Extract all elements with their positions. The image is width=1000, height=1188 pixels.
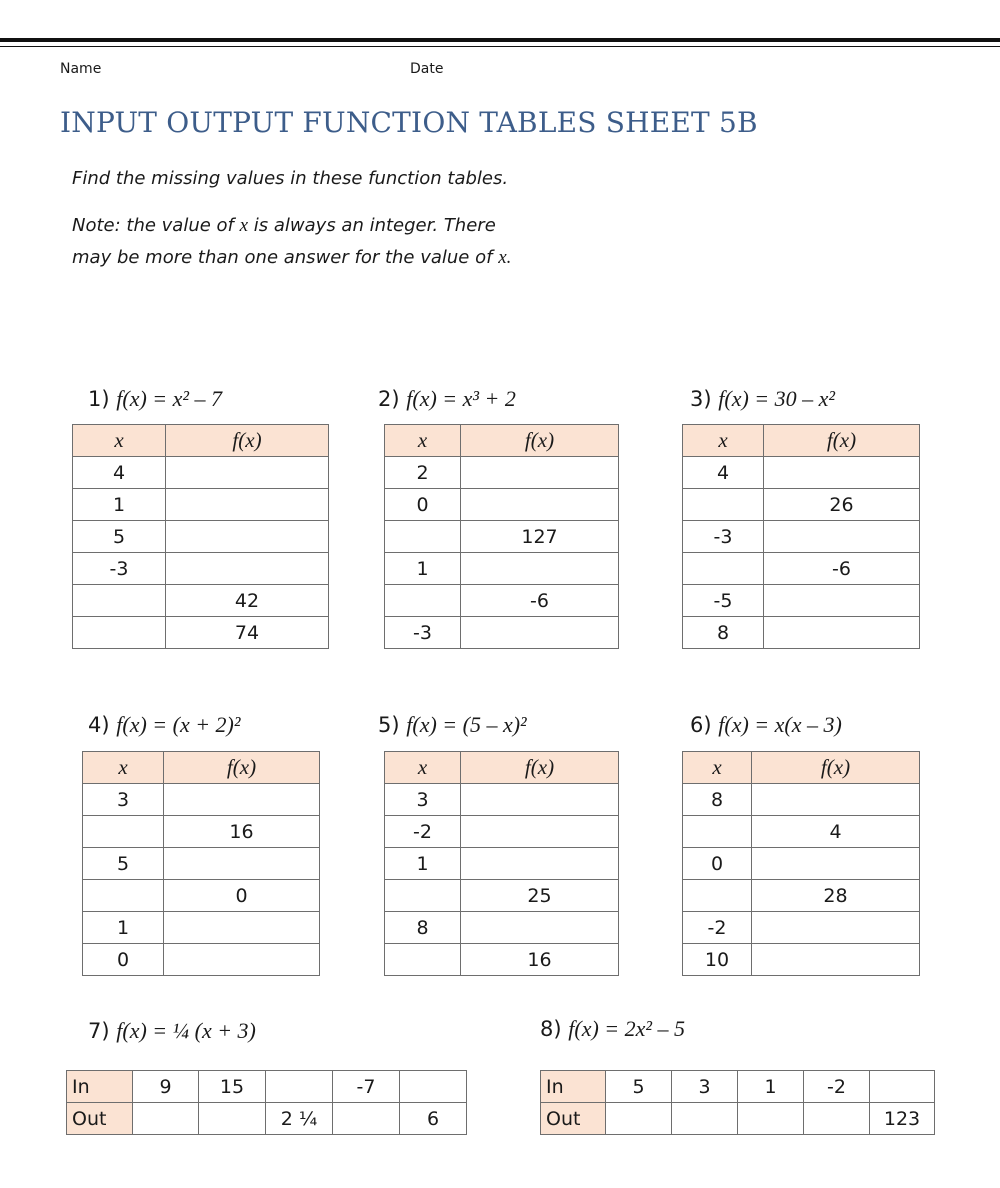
cell-fx[interactable] (461, 553, 619, 585)
cell-fx[interactable] (164, 848, 320, 880)
cell-x[interactable] (683, 816, 752, 848)
cell-x[interactable] (385, 944, 461, 976)
function-table-6 (682, 751, 920, 976)
out-cell[interactable] (606, 1103, 672, 1135)
header-x: x (683, 425, 764, 457)
cell-x[interactable] (385, 521, 461, 553)
note-variable: x (239, 215, 249, 236)
in-out-table-8 (540, 1070, 935, 1135)
cell-x[interactable] (385, 585, 461, 617)
problem-6-label (690, 712, 842, 738)
out-cell[interactable]: 2 ¼ (266, 1103, 333, 1135)
in-cell[interactable]: 3 (672, 1071, 738, 1103)
header-x: x (385, 752, 461, 784)
out-cell[interactable]: 123 (870, 1103, 935, 1135)
cell-x[interactable]: 8 (683, 617, 764, 649)
in-label: In (67, 1071, 133, 1103)
date-label: Date (410, 61, 444, 77)
header-fx: f(x) (461, 425, 619, 457)
cell-fx[interactable]: 28 (752, 880, 920, 912)
cell-x[interactable]: 0 (83, 944, 164, 976)
out-cell[interactable] (804, 1103, 870, 1135)
cell-x[interactable] (73, 585, 166, 617)
cell-fx[interactable]: 16 (461, 944, 619, 976)
cell-x[interactable]: 3 (83, 784, 164, 816)
cell-fx[interactable]: 127 (461, 521, 619, 553)
top-rule-thick (0, 38, 1000, 42)
in-out-table-7 (66, 1070, 467, 1135)
in-cell[interactable] (870, 1071, 935, 1103)
problem-number: 3) (690, 387, 712, 411)
in-cell[interactable]: 5 (606, 1071, 672, 1103)
cell-fx[interactable]: -6 (461, 585, 619, 617)
function-table-3 (682, 424, 920, 649)
function-expression: f(x) = x² – 7 (116, 386, 222, 411)
problem-number: 8) (540, 1017, 562, 1041)
cell-fx[interactable]: 16 (164, 816, 320, 848)
function-table-1 (72, 424, 329, 649)
in-cell[interactable]: 9 (133, 1071, 199, 1103)
out-cell[interactable] (133, 1103, 199, 1135)
cell-x[interactable]: 8 (385, 912, 461, 944)
cell-x[interactable]: -2 (385, 816, 461, 848)
cell-fx[interactable] (752, 784, 920, 816)
out-label: Out (67, 1103, 133, 1135)
cell-fx[interactable] (166, 457, 329, 489)
out-cell[interactable] (672, 1103, 738, 1135)
cell-fx[interactable]: -6 (764, 553, 920, 585)
problem-8-label (540, 1016, 685, 1042)
problem-number: 5) (378, 713, 400, 737)
out-cell[interactable]: 6 (400, 1103, 467, 1135)
cell-fx[interactable]: 42 (166, 585, 329, 617)
note-variable: x. (498, 247, 512, 268)
header-fx: f(x) (764, 425, 920, 457)
cell-x[interactable]: 8 (683, 784, 752, 816)
cell-x[interactable]: -3 (683, 521, 764, 553)
cell-fx[interactable] (764, 585, 920, 617)
top-rule-thin (0, 46, 1000, 47)
cell-fx[interactable]: 26 (764, 489, 920, 521)
header-fx: f(x) (461, 752, 619, 784)
cell-fx[interactable] (166, 553, 329, 585)
problem-3-label (690, 386, 835, 412)
function-expression: f(x) = 2x² – 5 (568, 1016, 685, 1041)
cell-fx[interactable] (164, 912, 320, 944)
problem-5-label (378, 712, 527, 738)
cell-x[interactable]: 5 (83, 848, 164, 880)
cell-x[interactable]: -5 (683, 585, 764, 617)
problem-7-label (88, 1018, 256, 1044)
problem-number: 6) (690, 713, 712, 737)
cell-x[interactable]: 1 (73, 489, 166, 521)
cell-fx[interactable]: 25 (461, 880, 619, 912)
note-text: may be more than one answer for the value of (72, 247, 499, 268)
problem-number: 4) (88, 713, 110, 737)
out-cell[interactable] (333, 1103, 400, 1135)
header-fx: f(x) (752, 752, 920, 784)
in-cell[interactable]: 15 (199, 1071, 266, 1103)
cell-fx[interactable] (764, 521, 920, 553)
function-table-4 (82, 751, 320, 976)
out-cell[interactable] (738, 1103, 804, 1135)
note-line-2 (72, 247, 511, 269)
cell-fx[interactable] (166, 521, 329, 553)
cell-x[interactable]: 10 (683, 944, 752, 976)
function-table-5 (384, 751, 619, 976)
function-expression: f(x) = (5 – x)² (406, 712, 527, 737)
problem-number: 2) (378, 387, 400, 411)
in-cell[interactable] (400, 1071, 467, 1103)
cell-fx[interactable] (461, 816, 619, 848)
cell-x[interactable] (683, 880, 752, 912)
cell-fx[interactable] (461, 784, 619, 816)
in-cell[interactable]: -7 (333, 1071, 400, 1103)
problem-1-label (88, 386, 222, 412)
function-table-2 (384, 424, 619, 649)
in-cell[interactable]: 1 (738, 1071, 804, 1103)
note-text: is always an integer. There (248, 215, 496, 236)
in-cell[interactable] (266, 1071, 333, 1103)
note-text: Note: the value of (72, 215, 240, 236)
function-expression: f(x) = (x + 2)² (116, 712, 241, 737)
cell-x[interactable] (83, 880, 164, 912)
name-label: Name (60, 61, 102, 77)
cell-fx[interactable] (461, 457, 619, 489)
header-fx: f(x) (166, 425, 329, 457)
cell-x[interactable] (83, 816, 164, 848)
cell-x[interactable]: -3 (385, 617, 461, 649)
cell-x[interactable]: -2 (683, 912, 752, 944)
cell-fx[interactable]: 74 (166, 617, 329, 649)
cell-x[interactable]: -3 (73, 553, 166, 585)
function-expression: f(x) = x³ + 2 (406, 386, 516, 411)
cell-x[interactable]: 3 (385, 784, 461, 816)
cell-fx[interactable]: 0 (164, 880, 320, 912)
cell-fx[interactable] (752, 944, 920, 976)
header-fx: f(x) (164, 752, 320, 784)
cell-x[interactable] (73, 617, 166, 649)
cell-fx[interactable] (164, 784, 320, 816)
in-cell[interactable]: -2 (804, 1071, 870, 1103)
problem-2-label (378, 386, 516, 412)
header-x: x (683, 752, 752, 784)
function-expression: f(x) = 30 – x² (718, 386, 835, 411)
cell-fx[interactable] (764, 457, 920, 489)
problem-number: 7) (88, 1019, 110, 1043)
in-label: In (541, 1071, 606, 1103)
problem-4-label (88, 712, 240, 738)
cell-x[interactable]: 0 (385, 489, 461, 521)
cell-fx[interactable] (764, 617, 920, 649)
cell-fx[interactable] (461, 848, 619, 880)
cell-fx[interactable] (461, 912, 619, 944)
cell-fx[interactable]: 4 (752, 816, 920, 848)
cell-x[interactable]: 1 (83, 912, 164, 944)
cell-fx[interactable] (164, 944, 320, 976)
cell-x[interactable]: 1 (385, 848, 461, 880)
cell-fx[interactable] (461, 489, 619, 521)
function-expression: f(x) = x(x – 3) (718, 712, 842, 737)
header-x: x (83, 752, 164, 784)
worksheet-title: INPUT OUTPUT FUNCTION TABLES SHEET 5B (60, 106, 758, 139)
cell-fx[interactable] (166, 489, 329, 521)
function-expression: f(x) = ¼ (x + 3) (116, 1018, 256, 1043)
cell-fx[interactable] (752, 912, 920, 944)
instruction-line: Find the missing values in these function tables. (72, 168, 509, 189)
header-x: x (73, 425, 166, 457)
note-line-1 (72, 215, 496, 237)
header-x: x (385, 425, 461, 457)
cell-x[interactable]: 2 (385, 457, 461, 489)
cell-x[interactable]: 4 (683, 457, 764, 489)
problem-number: 1) (88, 387, 110, 411)
out-label: Out (541, 1103, 606, 1135)
cell-fx[interactable] (461, 617, 619, 649)
out-cell[interactable] (199, 1103, 266, 1135)
cell-x[interactable]: 4 (73, 457, 166, 489)
cell-x[interactable]: 0 (683, 848, 752, 880)
cell-x[interactable] (385, 880, 461, 912)
cell-x[interactable] (683, 489, 764, 521)
cell-x[interactable]: 1 (385, 553, 461, 585)
cell-x[interactable]: 5 (73, 521, 166, 553)
cell-x[interactable] (683, 553, 764, 585)
cell-fx[interactable] (752, 848, 920, 880)
